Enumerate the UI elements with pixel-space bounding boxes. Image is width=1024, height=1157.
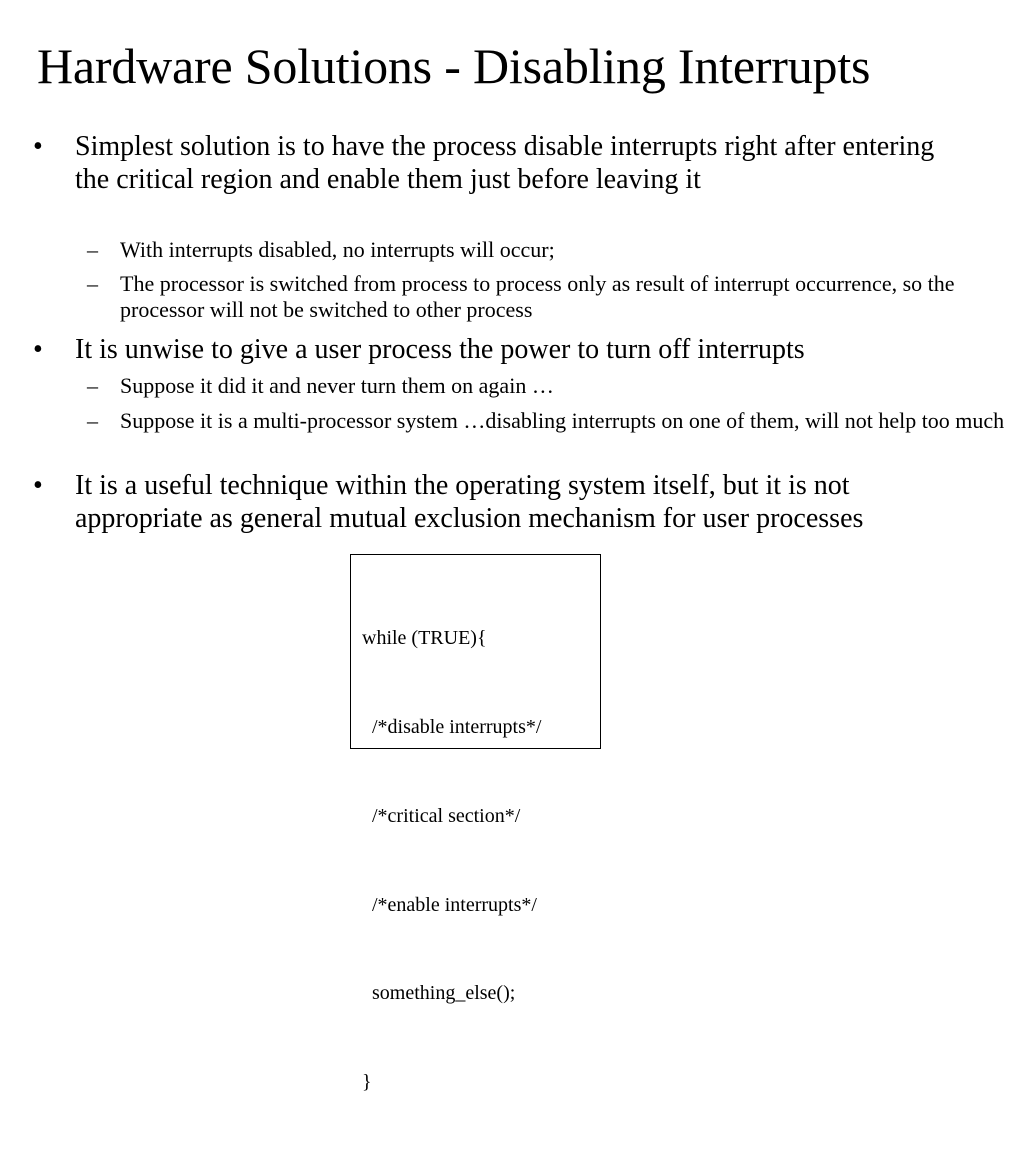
sub-bullet-marker: – [87, 408, 98, 433]
sub-bullet-text: The processor is switched from process to process only as result of interrupt occurrence, so the processor will not be switched to other process [120, 271, 955, 322]
bullet-marker: • [33, 334, 43, 365]
sub-bullet-text: With interrupts disabled, no interrupts will occur; [120, 237, 555, 262]
sub-bullet-item [87, 373, 1010, 399]
bullet-marker: • [33, 470, 43, 501]
code-line: /*enable interrupts*/ [362, 893, 537, 916]
bullet-text: It is a useful technique within the operating system itself, but it is not appropriate as general mutual exclusion mechanism for user processes [75, 470, 864, 534]
code-line: while (TRUE){ [362, 627, 487, 650]
bullet-text: Simplest solution is to have the process disable interrupts right after entering the critical region and enable them just before leaving it [75, 131, 935, 195]
sub-bullet-item [87, 408, 1010, 434]
code-line: something_else(); [362, 982, 516, 1005]
sub-bullet-marker: – [87, 237, 98, 262]
sub-bullet-text: Suppose it is a multi-processor system …disabling interrupts on one of them, will not help too much [120, 408, 1005, 433]
code-line: /*disable interrupts*/ [362, 715, 542, 738]
bullet-item [33, 334, 975, 367]
bullet-item [33, 470, 975, 535]
sub-bullet-marker: – [87, 271, 98, 296]
bullet-item [33, 131, 975, 196]
bullet-text: It is unwise to give a user process the power to turn off interrupts [75, 334, 805, 365]
sub-bullet-item [87, 271, 1010, 323]
sub-bullet-item [87, 237, 1010, 263]
code-line: /*critical section*/ [362, 804, 521, 827]
bullet-marker: • [33, 131, 43, 162]
sub-bullet-marker: – [87, 373, 98, 398]
code-line: } [362, 1071, 372, 1094]
slide-title: Hardware Solutions - Disabling Interrupts [37, 38, 871, 94]
code-box [350, 554, 601, 1094]
sub-bullet-text: Suppose it did it and never turn them on again … [120, 373, 554, 398]
